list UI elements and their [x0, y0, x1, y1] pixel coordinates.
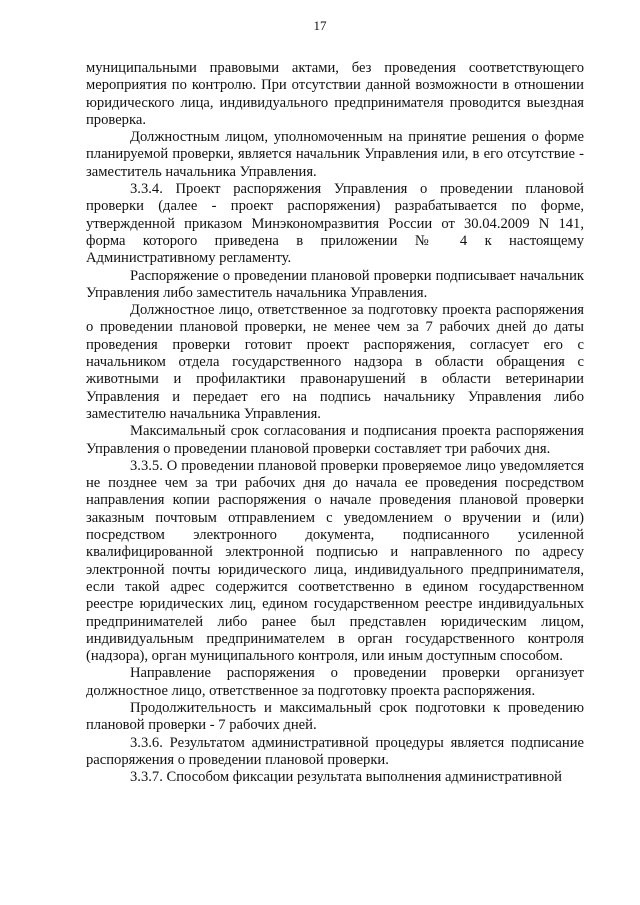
page-number: 17 [313, 18, 327, 33]
paragraph-3-3-7: 3.3.7. Способом фиксации результата выполнения административной [130, 769, 562, 786]
paragraph-order-sending: Направление распоряжения о проведении проверки организует должностное лицо, ответственное за подготовку проекта распоряжения. [86, 665, 584, 699]
document-body [86, 60, 584, 786]
paragraph-preparation-term: Продолжительность и максимальный срок подготовки к проведению плановой проверки - 7 рабочих дней. [86, 699, 584, 734]
paragraph-approval-term: Максимальный срок согласования и подписания проекта распоряжения Управления о проведении плановой проверки составляет три рабочих дня. [86, 423, 584, 457]
paragraph-3-3-4: 3.3.4. Проект распоряжения Управления о проведении плановой проверки (далее - проект распоряжения) разрабатывается по форме, утвержденной приказом Минэкономразвития России от 30.04.2009 N 141, форма которого приведена в приложении № 4 к настоящему Административному регламенту. [86, 181, 584, 267]
paragraph-decision-official: Должностным лицом, уполномоченным на принятие решения о форме планируемой проверки, является начальник Управления или, в его отсутствие - заместитель начальника Управления. [86, 129, 584, 180]
paragraph-3-3-6: 3.3.6. Результатом административной процедуры является подписание распоряжения о проведении плановой проверки. [86, 734, 584, 768]
paragraph-order-signing: Распоряжение о проведении плановой проверки подписывает начальник Управления либо заместитель начальника Управления. [86, 267, 584, 301]
paragraph-3-3-5: 3.3.5. О проведении плановой проверки проверяемое лицо уведомляется не позднее чем за три рабочих дня до начала ее проведения посредством направления копии распоряжения о начале проведения плановой проверки заказным почтовым отправлением с уведомлением о вручении и (или) посредством электронного документа, подписанного усиленной квалифицированной электронной подписью и направленного по адресу электронной почты юридического лица, индивидуального предпринимателя, если такой адрес содержится соответственно в едином государственном реестре юридических лиц, едином государственном реестре индивидуальных предпринимателей либо ранее был представлен юридическим лицом, индивидуальным предпринимателем в орган государственного контроля (надзора), орган муниципального контроля, или иным доступным способом. [86, 457, 584, 665]
paragraph-continuation: муниципальными правовыми актами, без проведения соответствующего мероприятия по контролю. При отсутствии данной возможности в отношении юридического лица, индивидуального предпринимателя проводится выездная проверка. [86, 60, 584, 128]
paragraph-responsible-official: Должностное лицо, ответственное за подготовку проекта распоряжения о проведении плановой проверки, не менее чем за 7 рабочих дней до даты проведения проверки готовит проект распоряжения, согласует его с начальником отдела государственного надзора в области обращения с животными и профилактики правонарушений в области ветеринарии Управления и передает его на подпись начальнику Управления либо заместителю начальника Управления. [86, 302, 584, 422]
